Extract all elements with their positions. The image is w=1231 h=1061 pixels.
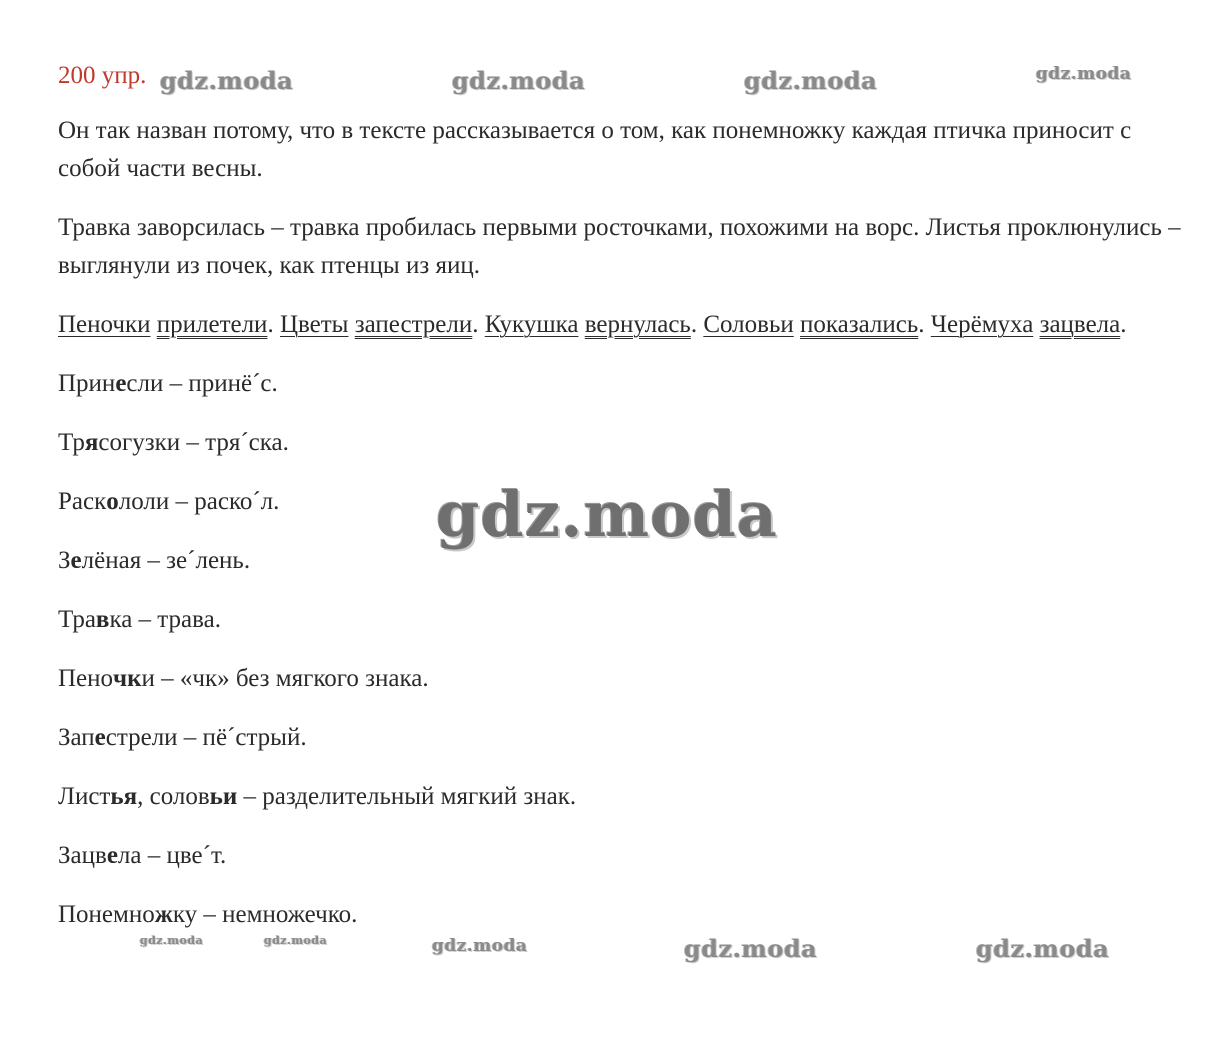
word-check-line: Трясогузки – тря´ска. xyxy=(58,429,289,456)
predicate: вернулась xyxy=(584,311,691,338)
subject: Пеночки xyxy=(58,311,151,338)
watermark: gdz.moda xyxy=(452,66,586,95)
word-check-line: Зацвела – цве´т. xyxy=(58,842,227,869)
watermark: gdz.moda xyxy=(160,66,294,95)
watermark: gdz.moda xyxy=(432,936,528,956)
watermark: gdz.moda xyxy=(1036,64,1132,84)
word-check-line: Раскололи – раско´л. xyxy=(58,488,280,515)
subject: Черёмуха xyxy=(930,311,1034,338)
watermark: gdz.moda xyxy=(744,66,878,95)
watermark: gdz.moda xyxy=(140,934,204,947)
subject: Кукушка xyxy=(484,311,579,338)
word-check-line: Зелёная – зе´лень. xyxy=(58,547,251,574)
predicate: прилетели xyxy=(156,311,268,338)
answer-paragraph-1: Он так назван потому, что в тексте рассказывается о том, как понемножку каждая птичка приносит с собой части весны. xyxy=(58,117,1132,182)
watermark: gdz.moda xyxy=(264,934,328,947)
document-page xyxy=(58,58,1188,955)
word-check-line: Листья, соловьи – разделительный мягкий знак. xyxy=(58,783,577,810)
word-check-line: Запестрели – пё´стрый. xyxy=(58,724,307,751)
subject: Цветы xyxy=(279,311,349,338)
word-check-line: Пеночки – «чк» без мягкого знака. xyxy=(58,665,429,692)
word-check-line: Принесли – принё´с. xyxy=(58,370,278,397)
watermark-large: gdz.moda xyxy=(436,478,778,551)
watermark: gdz.moda xyxy=(976,934,1110,963)
grammar-basis-paragraph: Пеночки прилетели. Цветы запестрели. Кукушка вернулась. Соловьи показались. Черёмуха зацвела. xyxy=(58,311,1127,338)
watermark: gdz.moda xyxy=(684,934,818,963)
word-check-line: Понемножку – немножечко. xyxy=(58,901,358,928)
exercise-title: 200 упр. xyxy=(58,62,147,89)
subject: Соловьи xyxy=(703,311,794,338)
word-check-line: Травка – трава. xyxy=(58,606,221,633)
predicate: показались xyxy=(799,311,919,338)
predicate: запестрели xyxy=(354,311,473,338)
predicate: зацвела xyxy=(1039,311,1121,338)
answer-paragraph-2: Травка заворсилась – травка пробилась первыми росточками, похожими на ворс. Листья проклюнулись – выглянули из почек, как птенцы из яиц. xyxy=(58,214,1181,279)
